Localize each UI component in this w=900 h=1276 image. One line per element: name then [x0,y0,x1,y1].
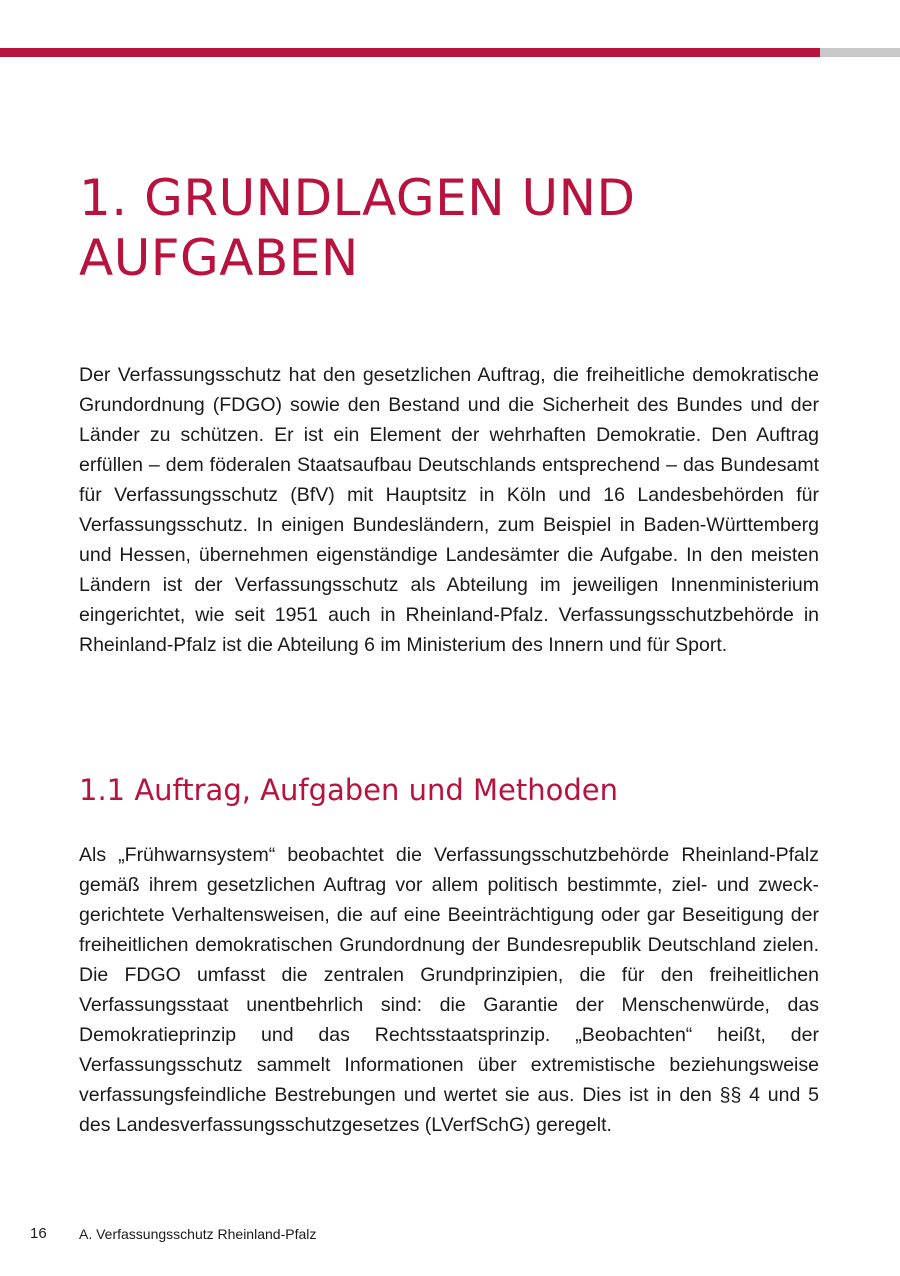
section-paragraph: Als „Frühwarnsystem“ beobachtet die Verfassungsschutzbehörde Rheinland-Pfalz gemäß ihrem gesetzlichen Auftrag vor allem politisch bestimmte, ziel- und zweckgerichtete Verhaltensweisen, die auf eine Beeinträchtigung oder gar Beseitigung der freiheitlichen demokratischen Grundordnung der Bundesrepublik Deutschland zielen. Die FDGO umfasst die zentralen Grundprinzipien, die für den freiheitlichen Verfassungsstaat unentbehrlich sind: die Garantie der Menschenwürde, das Demokratieprinzip und das Rechtsstaatsprinzip. „Beobachten“ heißt, der Verfassungsschutz sammelt Informationen über extremistische beziehungsweise verfassungsfeindliche Bestrebungen und wertet sie aus. Dies ist in den §§ 4 und 5 des Landesverfassungsschutzgesetzes (LVerfSchG) geregelt. [79,844,819,1136]
header-accent-bar-grey [820,48,900,57]
page-footer [0,1222,900,1246]
chapter-title: 1. GRUNDLAGEN UND AUFGABEN [79,169,636,287]
header-accent-bar-red [0,48,820,57]
page-number: 16 [30,1225,47,1242]
header-accent-bar [0,48,900,57]
running-footer-title: A. Verfassungsschutz Rheinland-Pfalz [79,1226,317,1242]
section-heading: 1.1 Auftrag, Aufgaben und Methoden [79,773,618,807]
intro-paragraph: Der Verfassungsschutz hat den gesetzlichen Auftrag, die freiheitliche demokratische Grundordnung (FDGO) sowie den Bestand und die Sicherheit des Bundes und der Länder zu schützen. Er ist ein Element der wehrhaften Demokratie. Den Auftrag erfüllen – dem föderalen Staatsaufbau Deutschlands entsprechend – das Bundesamt für Verfassungsschutz (BfV) mit Hauptsitz in Köln und 16 Landesbehörden für Verfassungsschutz. In einigen Bundesländern, zum Beispiel in Baden-Württemberg und Hessen, übernehmen eigenständige Landesämter die Aufgabe. In den meisten Ländern ist der Verfassungsschutz als Abteilung im jeweiligen Innenministerium eingerichtet, wie seit 1951 auch in Rheinland-Pfalz. Verfassungsschutzbehörde in Rheinland-Pfalz ist die Abteilung 6 im Ministerium des Innern und für Sport. [79,364,819,656]
